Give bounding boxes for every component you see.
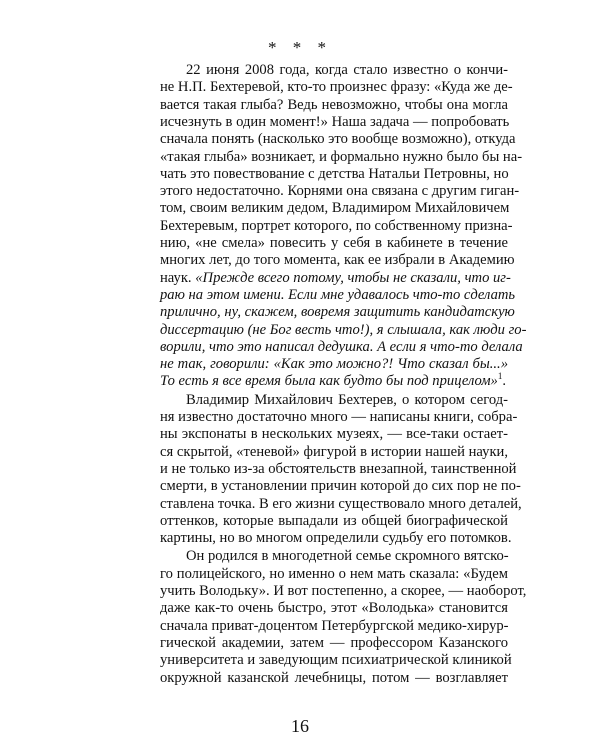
text-line: этого недостаточно. Корнями она связана с другим гиган- xyxy=(160,183,520,200)
quote-line-last xyxy=(160,373,508,390)
text-line: и не только из-за обстоятельств внезапной, таинственной xyxy=(160,460,517,477)
text-line: гической академии, затем — профессором Казанского xyxy=(160,634,508,651)
text-line: исчезнуть в один момент!» Наша задача — попробовать xyxy=(160,113,510,130)
text-line: вается такая глыба? Ведь невозможно, чтобы она могла xyxy=(160,96,508,113)
section-separator: * * * xyxy=(268,38,332,57)
text-line: «такая глыба» возникает, и формально нужно было бы на- xyxy=(160,148,523,165)
text-line: ня известно достаточно много — написаны книги, собра- xyxy=(160,409,518,425)
quote-line: прилично, ну, скажем, вовремя защитить кандидатскую xyxy=(160,304,515,321)
text-line-mixed xyxy=(160,269,511,287)
text-line: ны экспонаты в нескольких музеях, — все-таки остает- xyxy=(160,426,508,443)
quote-span: То есть я все время была как будто бы под прицелом» xyxy=(160,373,498,390)
text-line: сначала приват-доцентом Петербургской медико-хирур- xyxy=(160,617,509,634)
quote-line: ворили, что это написал дедушка. А если я что-то делала xyxy=(160,338,523,355)
page-number: 16 xyxy=(291,716,309,736)
text-line: учить Володьку». И вот постепенно, а скорее, — наоборот, xyxy=(160,583,527,599)
text-line: многих лет, до того момента, как ее избрали в Академию xyxy=(160,252,515,269)
text-line: сначала понять (насколько это вообще возможно), откуда xyxy=(160,131,516,148)
quote-line: диссертацию (не Бог весть что!), я слышала, как люди го- xyxy=(160,321,527,338)
text-line: го полицейского, но именно о нем мать сказала: «Будем xyxy=(160,565,508,582)
text-span: наук. xyxy=(160,269,192,286)
quote-line: раю на этом имени. Если мне удавалось что-то сделать xyxy=(160,286,516,303)
text-line: университета и заведующим психиатрической клиникой xyxy=(160,652,512,669)
text-line: нию, «не смела» повесить у себя в кабинете в течение xyxy=(160,235,508,251)
text-line: ся скрытой, «теневой» фигурой в истории нашей науки, xyxy=(160,443,508,460)
text-line: чать это повествование с детства Натальи Петровны, но xyxy=(160,165,509,182)
text-line: окружной казанской лечебницы, потом — возглавляет xyxy=(160,669,508,686)
text-line: 22 июня 2008 года, когда стало известно о кончи- xyxy=(186,62,508,78)
text-line: ставлена точка. В его жизни существовало много деталей, xyxy=(160,495,522,512)
end-punctuation: . xyxy=(502,373,507,390)
text-line: том, своим великим дедом, Владимиром Михайловичем xyxy=(160,200,510,217)
text-line: смерти, в установлении причин которой до сих пор не по- xyxy=(160,478,521,495)
text-line: не Н.П. Бехтеревой, кто-то произнес фразу: «Куда же де- xyxy=(160,79,513,96)
footnote-reference[interactable]: 1 xyxy=(497,371,503,382)
text-line-last: картины, но во многом определили судьбу его потомков. xyxy=(160,530,512,547)
text-line: Владимир Михайлович Бехтерев, о котором сегод- xyxy=(186,391,508,408)
quote-span: «Прежде всего потому, чтобы не сказали, что иг- xyxy=(195,269,511,286)
text-line: оттенков, которые выпадали из общей биографической xyxy=(160,512,508,529)
quote-line: не так, говорили: «Как это можно?! Что сказал бы...» xyxy=(160,356,508,373)
text-line: Он родился в многодетной семье скромного вятско- xyxy=(186,548,509,565)
text-line: даже как-то очень быстро, этот «Володька» становится xyxy=(160,600,508,617)
text-line: Бехтеревым, портрет которого, по собственному призна- xyxy=(160,217,513,234)
